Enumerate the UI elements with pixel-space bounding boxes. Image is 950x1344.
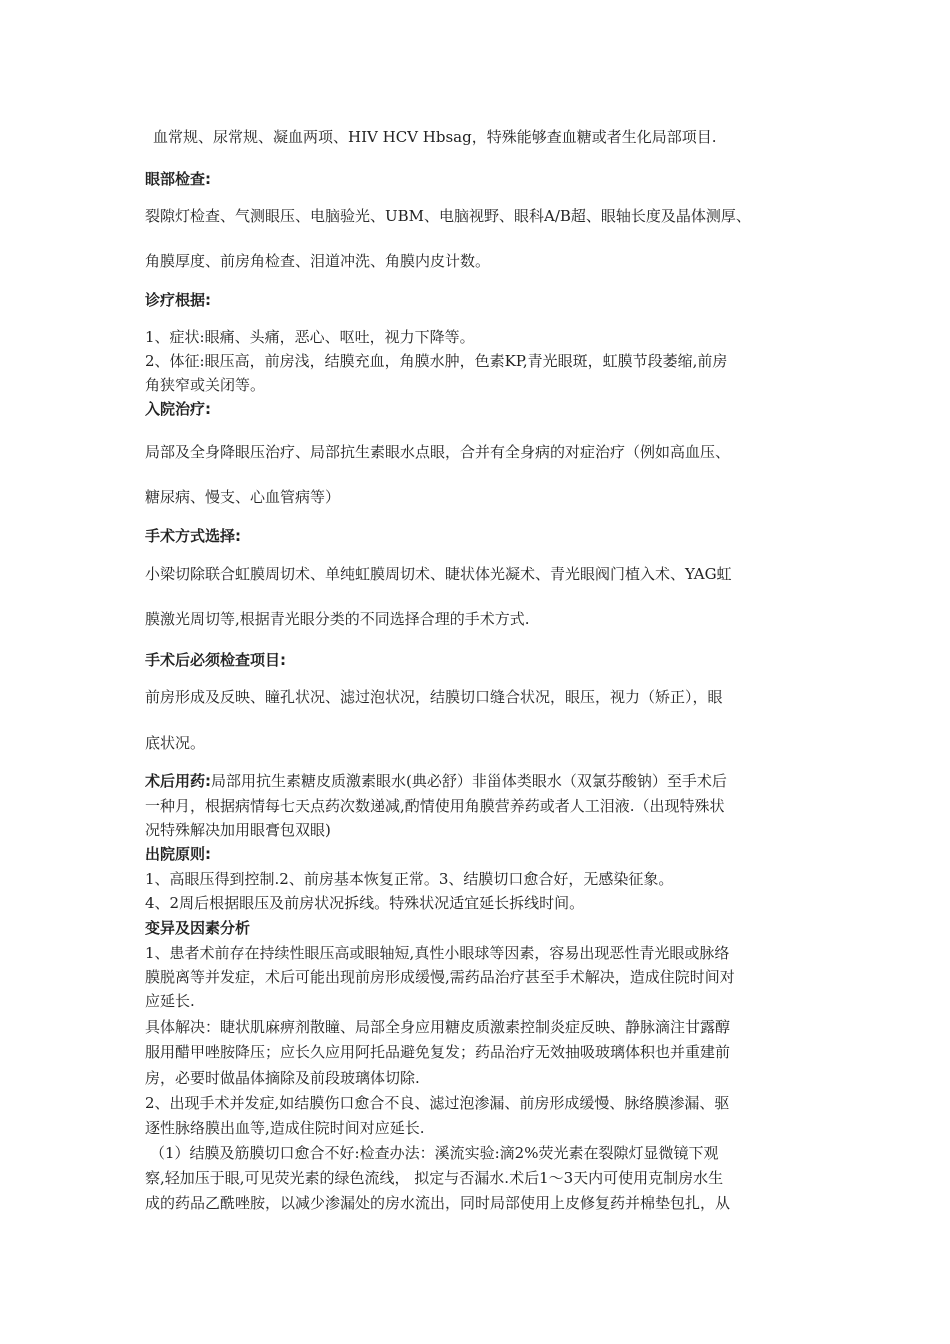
postop-meds-text: 局部用抗生素糖皮质激素眼水(典必舒）非甾体类眼水（双氯芬酸钠）至手术后 (211, 772, 727, 790)
variation-line-11: 成的药品乙酰唑胺，以减少渗漏处的房水流出，同时局部使用上皮修复药并棉垫包扎，从 (145, 1194, 731, 1212)
eye-exam-line-1: 裂隙灯检查、气测眼压、电脑验光、UBM、电脑视野、眼科A/B超、眼轴长度及晶体测厚、 (145, 207, 751, 225)
postop-meds-line-3: 况特殊解决加用眼膏包双眼) (145, 821, 331, 839)
variation-line-9: （1）结膜及筋膜切口愈合不好:检查办法：溪流实验:滴2%荧光素在裂隙灯显微镜下观 (150, 1144, 719, 1162)
lab-tests-line: 血常规、尿常规、凝血两项、HIV HCV Hbsag，特殊能够查血糖或者生化局部项目. (153, 128, 717, 146)
postop-meds-line-1 (145, 770, 810, 793)
heading-postop-meds: 术后用药: (145, 772, 211, 790)
diagnosis-line-1: 1、症状:眼痛、头痛，恶心、呕吐，视力下降等。 (145, 328, 475, 346)
variation-line-2: 膜脱离等并发症，术后可能出现前房形成缓慢,需药品治疗甚至手术解决，造成住院时间对 (145, 968, 735, 986)
variation-line-10: 察,轻加压于眼,可见荧光素的绿色流线， 拟定与否漏水.术后1～3天内可使用克制房水生 (145, 1169, 724, 1187)
variation-line-7: 2、出现手术并发症,如结膜伤口愈合不良、滤过泡渗漏、前房形成缓慢、脉络膜渗漏、驱 (145, 1094, 730, 1112)
variation-line-4: 具体解决：睫状肌麻痹剂散瞳、局部全身应用糖皮质激素控制炎症反映、静脉滴注甘露醇 (145, 1018, 731, 1036)
discharge-line-2: 4、2周后根据眼压及前房状况拆线。特殊状况适宜延长拆线时间。 (145, 894, 585, 912)
surgery-line-1: 小梁切除联合虹膜周切术、单纯虹膜周切术、睫状体光凝术、青光眼阀门植入术、YAG虹 (145, 565, 732, 583)
variation-line-5: 服用醋甲唑胺降压；应长久应用阿托品避免复发；药品治疗无效抽吸玻璃体积也并重建前 (145, 1043, 731, 1061)
postop-checks-line-1: 前房形成及反映、瞳孔状况、滤过泡状况，结膜切口缝合状况，眼压，视力（矫正），眼 (145, 688, 723, 706)
heading-admission-treatment: 入院治疗: (145, 400, 211, 418)
postop-meds-line-2: 一种月，根据病情每七天点药次数递减,酌情使用角膜营养药或者人工泪液.（出现特殊状 (145, 797, 725, 815)
variation-line-3: 应延长. (145, 992, 195, 1010)
diagnosis-line-2: 2、体征:眼压高，前房浅，结膜充血，角膜水肿，色素KP,青光眼斑，虹膜节段萎缩,前房 (145, 352, 728, 370)
diagnosis-line-3: 角狭窄或关闭等。 (145, 376, 266, 394)
heading-surgery-choice: 手术方式选择: (145, 527, 241, 545)
variation-line-1: 1、患者术前存在持续性眼压高或眼轴短,真性小眼球等因素，容易出现恶性青光眼或脉络 (145, 944, 730, 962)
variation-line-8: 逐性脉络膜出血等,造成住院时间对应延长. (145, 1119, 425, 1137)
eye-exam-line-2: 角膜厚度、前房角检查、泪道冲洗、角膜内皮计数。 (145, 252, 491, 270)
surgery-line-2: 膜激光周切等,根据青光眼分类的不同选择合理的手术方式. (145, 610, 530, 628)
heading-diagnosis: 诊疗根据: (145, 291, 211, 309)
variation-line-6: 房，必要时做晶体摘除及前段玻璃体切除. (145, 1069, 420, 1087)
heading-variation-analysis: 变异及因素分析 (145, 919, 251, 937)
discharge-line-1: 1、高眼压得到控制.2、前房基本恢复正常。3、结膜切口愈合好，无感染征象。 (145, 870, 674, 888)
postop-checks-line-2: 底状况。 (145, 734, 206, 752)
heading-discharge-criteria: 出院原则: (145, 845, 211, 863)
admission-line-2: 糖尿病、慢支、心血管病等） (145, 488, 341, 506)
heading-eye-exam: 眼部检查: (145, 170, 211, 188)
admission-line-1: 局部及全身降眼压治疗、局部抗生素眼水点眼，合并有全身病的对症治疗（例如高血压、 (145, 443, 731, 461)
heading-postop-checks: 手术后必须检查项目: (145, 651, 286, 669)
